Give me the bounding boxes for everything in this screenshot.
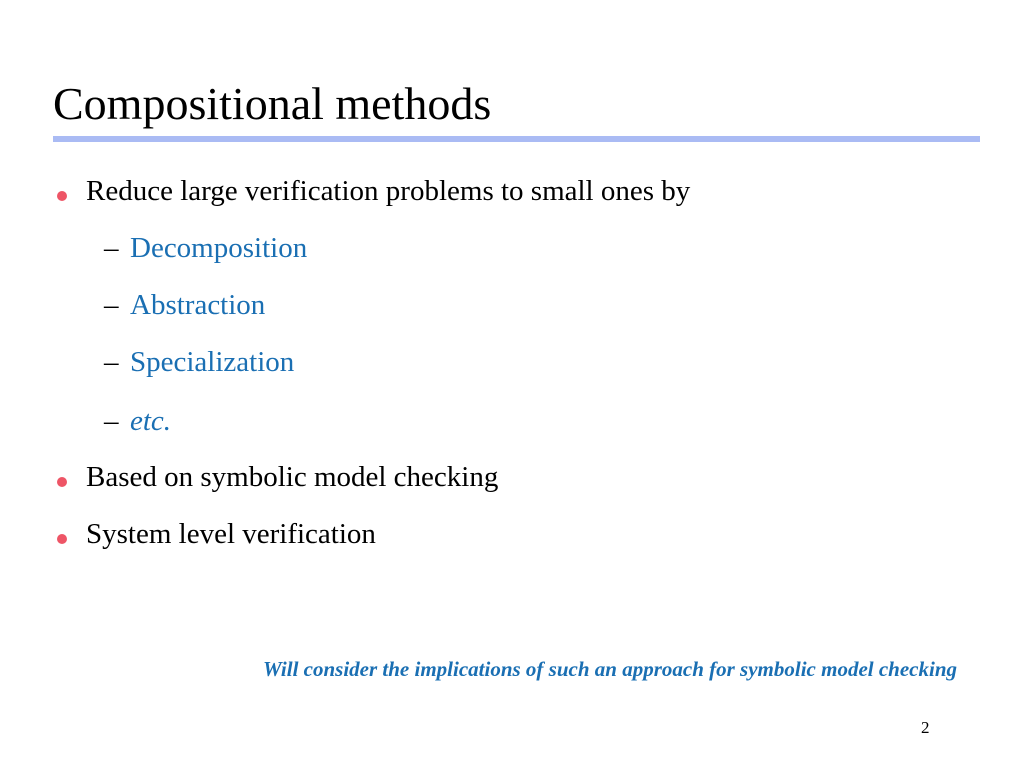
subitem-specialization: [104, 344, 294, 380]
bullet-item-symbolic: Based on symbolic model checking: [86, 461, 499, 493]
slide-note: Will consider the implications of such an approach for symbolic model checking: [263, 657, 957, 681]
bullet-icon: [57, 191, 67, 201]
page-number: 2: [921, 718, 930, 737]
dash-marker: –: [104, 289, 119, 321]
subitem-label: Decomposition: [130, 232, 308, 264]
subitem-label: Specialization: [130, 346, 295, 378]
subitem-abstraction: [104, 287, 265, 323]
bullet-item-reduce: Reduce large verification problems to small ones by: [86, 175, 691, 207]
bullet-icon: [57, 534, 67, 544]
slide-title: Compositional methods: [53, 78, 492, 129]
dash-marker: –: [104, 405, 119, 437]
dash-marker: –: [104, 232, 119, 264]
subitem-label: Abstraction: [130, 289, 266, 321]
bullet-item-system-level: System level verification: [86, 518, 376, 550]
subitem-decomposition: [104, 230, 307, 266]
subitem-etc: [104, 403, 171, 439]
subitem-label: etc.: [130, 405, 172, 437]
bullet-icon: [57, 477, 67, 487]
dash-marker: –: [104, 346, 119, 378]
title-divider: [53, 136, 980, 142]
